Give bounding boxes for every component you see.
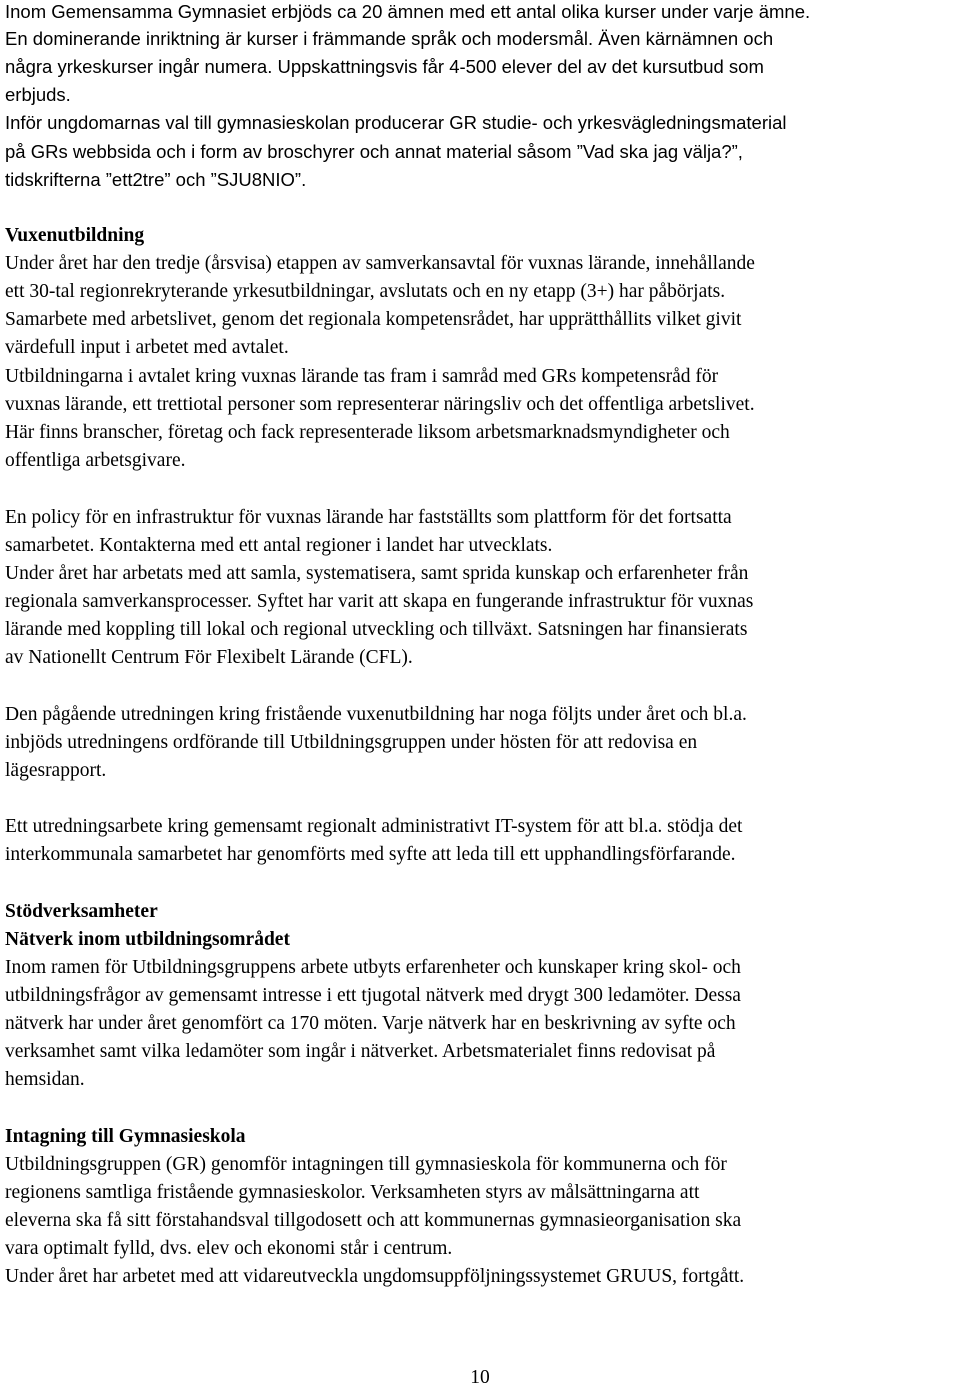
page-number: 10	[470, 1367, 490, 1388]
text-line: vara optimalt fylld, dvs. elev och ekonomi står i centrum.	[5, 1238, 453, 1259]
text-line: interkommunala samarbetet har genomförts med syfte att leda till ett upphandlingsförfarande.	[5, 844, 736, 865]
text-line: ett 30-tal regionrekryterande yrkesutbildningar, avslutats och en ny etapp (3+) har påbörjats.	[5, 281, 726, 302]
text-line: vuxnas lärande, ett trettiotal personer som representerar näringsliv och det offentliga arbetslivet.	[5, 394, 755, 415]
text-line: lägesrapport.	[5, 760, 107, 781]
text-line: utbildningsfrågor av gemensamt intresse i ett tjugotal nätverk med drygt 300 ledamöter. Dessa	[5, 985, 741, 1006]
text-line: En dominerande inriktning är kurser i främmande språk och modersmål. Även kärnämnen och	[5, 28, 774, 49]
section-heading-natverk: Nätverk inom utbildningsområdet	[5, 929, 290, 950]
text-line: hemsidan.	[5, 1069, 85, 1090]
section-heading-stodverksamheter: Stödverksamheter	[5, 901, 158, 922]
text-line: Ett utredningsarbete kring gemensamt regionalt administrativt IT-system för att bl.a. stödja det	[5, 816, 743, 837]
text-line: Under året har arbetats med att samla, systematisera, samt sprida kunskap och erfarenheter från	[5, 563, 749, 584]
text-line: av Nationellt Centrum För Flexibelt Lärande (CFL).	[5, 647, 413, 668]
text-line: inbjöds utredningens ordförande till Utbildningsgruppen under hösten för att redovisa en	[5, 732, 698, 753]
text-line: regionala samverkansprocesser. Syftet har varit att skapa en fungerande infrastruktur för vuxnas	[5, 591, 754, 612]
text-line: Den pågående utredningen kring fristående vuxenutbildning har noga följts under året och bl.a.	[5, 704, 747, 725]
text-line: Under året har arbetet med att vidareutveckla ungdomsuppföljningssystemet GRUUS, fortgått.	[5, 1266, 745, 1287]
text-line: lärande med koppling till lokal och regional utveckling och tillväxt. Satsningen har finansierats	[5, 619, 748, 640]
text-line: Utbildningsgruppen (GR) genomför intagningen till gymnasieskola för kommunerna och för	[5, 1154, 727, 1175]
text-line: Under året har den tredje (årsvisa) etappen av samverkansavtal för vuxnas lärande, innehållande	[5, 253, 755, 274]
text-line: Utbildningarna i avtalet kring vuxnas lärande tas fram i samråd med GRs kompetensråd för	[5, 366, 719, 387]
text-line: tidskrifterna ”ett2tre” och ”SJU8NIO”.	[5, 169, 307, 190]
section-heading-intagning: Intagning till Gymnasieskola	[5, 1126, 246, 1147]
text-line: värdefull input i arbetet med avtalet.	[5, 337, 289, 358]
text-line: Här finns branscher, företag och fack representerade liksom arbetsmarknadsmyndigheter och	[5, 422, 730, 443]
text-line: nätverk har under året genomfört ca 170 möten. Varje nätverk har en beskrivning av syfte och	[5, 1013, 736, 1034]
text-line: några yrkeskurser ingår numera. Uppskattningsvis får 4-500 elever del av det kursutbud som	[5, 56, 764, 77]
text-line: Inom Gemensamma Gymnasiet erbjöds ca 20 ämnen med ett antal olika kurser under varje ämne.	[5, 1, 811, 22]
text-line: En policy för en infrastruktur för vuxnas lärande har fastställts som plattform för det fortsatta	[5, 507, 732, 528]
text-line: samarbetet. Kontakterna med ett antal regioner i landet har utvecklats.	[5, 535, 553, 556]
text-line: Samarbete med arbetslivet, genom det regionala kompetensrådet, har upprätthållits vilket givit	[5, 309, 742, 330]
section-heading-vuxenutbildning: Vuxenutbildning	[5, 225, 145, 246]
text-line: regionens samtliga fristående gymnasieskolor. Verksamheten styrs av målsättningarna att	[5, 1182, 700, 1203]
text-line: erbjuds.	[5, 84, 71, 105]
text-line: eleverna ska få sitt förstahandsval tillgodosett och att kommunernas gymnasieorganisation ska	[5, 1210, 742, 1231]
text-line: Inför ungdomarnas val till gymnasieskolan producerar GR studie- och yrkesvägledningsmaterial	[5, 112, 787, 133]
text-line: på GRs webbsida och i form av broschyrer och annat material såsom ”Vad ska jag välja?”,	[5, 141, 743, 162]
text-line: Inom ramen för Utbildningsgruppens arbete utbyts erfarenheter och kunskaper kring skol- och	[5, 957, 741, 978]
text-line: offentliga arbetsgivare.	[5, 450, 186, 471]
text-line: verksamhet samt vilka ledamöter som ingår i nätverket. Arbetsmaterialet finns redovisat på	[5, 1041, 716, 1062]
